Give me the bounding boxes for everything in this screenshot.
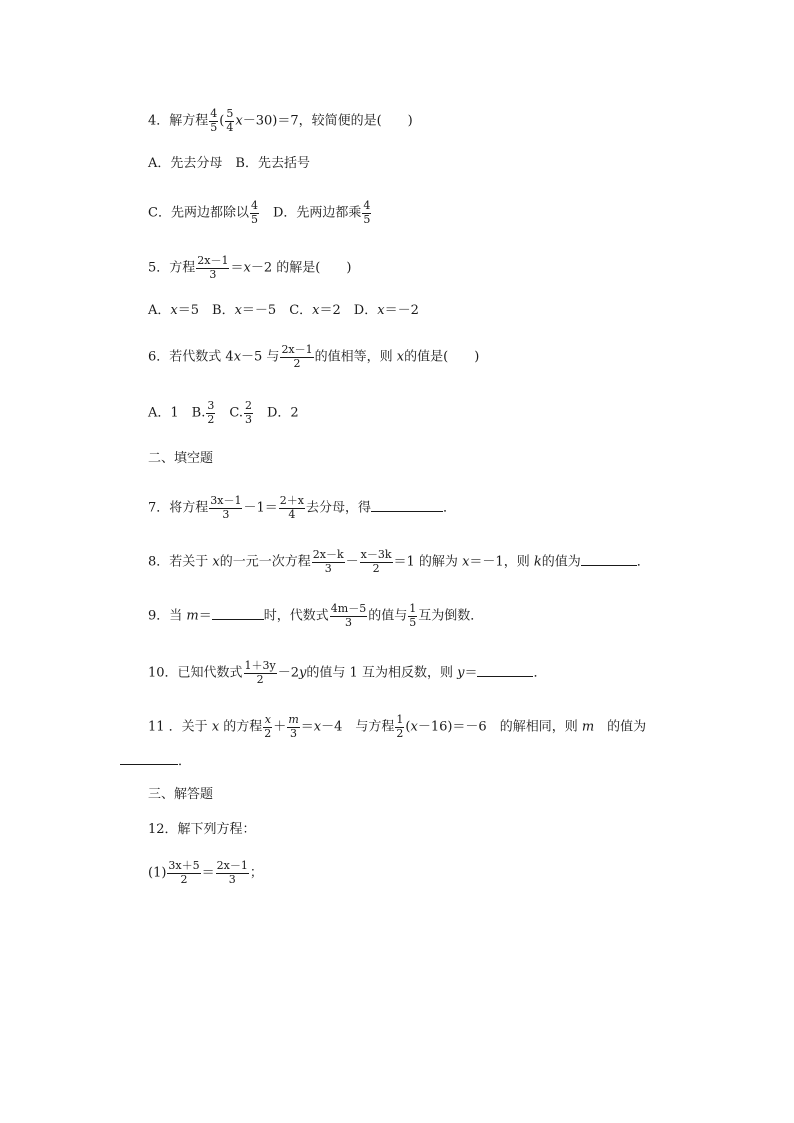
- q6-opt-c-fraction: $\frac{2}{3}$: [244, 399, 252, 426]
- q4-prefix: 4．解方程: [148, 113, 209, 129]
- q6-opt-b-fraction: $\frac{3}{2}$: [207, 399, 215, 426]
- question-12: 12．解下列方程：: [148, 822, 256, 837]
- question-4: 4．解方程 $\frac{4}{5}$ ( $\frac{5}{4}$ x－30)＝7，较简便的是( ): [148, 107, 413, 134]
- q8-fraction-2: $\frac{x-3k}{2}$: [360, 548, 392, 575]
- section-heading-fill-in: 二、填空题: [148, 451, 214, 466]
- section-heading-solve: 三、解答题: [148, 787, 214, 802]
- q4-options-ab: A．先去分母 B．先去括号: [148, 156, 310, 171]
- q9-fraction-1: $\frac{4m-5}{3}$: [330, 602, 367, 629]
- q8-answer-blank[interactable]: [581, 553, 637, 566]
- q4-options-cd: C．先两边都除以 $\frac{4}{5}$ D．先两边都乘 $\frac{4}{5}$: [148, 199, 371, 226]
- q6-fraction: $\frac{2x-1}{2}$: [281, 343, 313, 370]
- q10-fraction: $\frac{1+3y}{2}$: [244, 659, 276, 686]
- q9-fraction-2: $\frac{1}{5}$: [409, 602, 417, 629]
- question-5: 5．方程 $\frac{2x-1}{3}$ ＝x－2 的解是( ): [148, 254, 352, 281]
- q9-answer-blank[interactable]: [212, 607, 264, 620]
- q4-fraction-2: $\frac{5}{4}$: [226, 107, 234, 134]
- q12-1-fraction-1: $\frac{3x+5}{2}$: [168, 859, 200, 886]
- question-7: 7．将方程 $\frac{3x-1}{3}$ －1＝ $\frac{2+x}{4}$ 去分母，得 ．: [148, 494, 456, 521]
- question-8: 8．若关于 x的一元一次方程 $\frac{2x-k}{3}$ － $\frac{x-3k}{2}$ ＝1 的解为 x＝－1，则 k的值为 ．: [148, 548, 650, 575]
- q4-opt-c-fraction: $\frac{4}{5}$: [250, 199, 258, 226]
- q4-opt-d-fraction: $\frac{4}{5}$: [363, 199, 371, 226]
- question-10: 10．已知代数式 $\frac{1+3y}{2}$ －2y的值与 1 互为相反数，则 y＝ ．: [148, 659, 547, 686]
- q7-answer-blank[interactable]: [371, 499, 443, 512]
- question-6: 6．若代数式 4x－5 与 $\frac{2x-1}{2}$ 的值相等，则 x的值是( ): [148, 343, 480, 370]
- q4-fraction-1: $\frac{4}{5}$: [210, 107, 218, 134]
- q5-fraction: $\frac{2x-1}{3}$: [197, 254, 229, 281]
- q11-answer-blank[interactable]: [120, 752, 178, 765]
- q8-fraction-1: $\frac{2x-k}{3}$: [312, 548, 344, 575]
- q11-fraction-2: $\frac{m}{3}$: [288, 713, 299, 740]
- q11-continuation: ．: [120, 752, 191, 768]
- q11-fraction-1: $\frac{x}{2}$: [264, 713, 272, 740]
- q7-fraction-1: $\frac{3x-1}{3}$: [210, 494, 242, 521]
- question-9: 9．当 m＝ 时，代数式 $\frac{4m-5}{3}$ 的值与 $\frac{1}{5}$ 互为倒数．: [148, 602, 484, 629]
- question-12-part-1: (1) $\frac{3x+5}{2}$ ＝ $\frac{2x-1}{3}$ ；: [148, 859, 263, 886]
- q5-options: A．x＝5 B．x＝－5 C．x＝2 D．x＝－2: [148, 303, 419, 318]
- q6-options: A．1 B. $\frac{3}{2}$ C. $\frac{2}{3}$ D．2: [148, 399, 299, 426]
- q12-1-fraction-2: $\frac{2x-1}{3}$: [216, 859, 248, 886]
- q7-fraction-2: $\frac{2+x}{4}$: [279, 494, 304, 521]
- question-11: 11 ．关于 x 的方程 $\frac{x}{2}$ ＋ $\frac{m}{3}$ ＝x－4 与方程 $\frac{1}{2}$ (x－16)＝－6 的解相同，则 m 的值为: [148, 713, 647, 740]
- q10-answer-blank[interactable]: [477, 664, 533, 677]
- q11-fraction-3: $\frac{1}{2}$: [396, 713, 404, 740]
